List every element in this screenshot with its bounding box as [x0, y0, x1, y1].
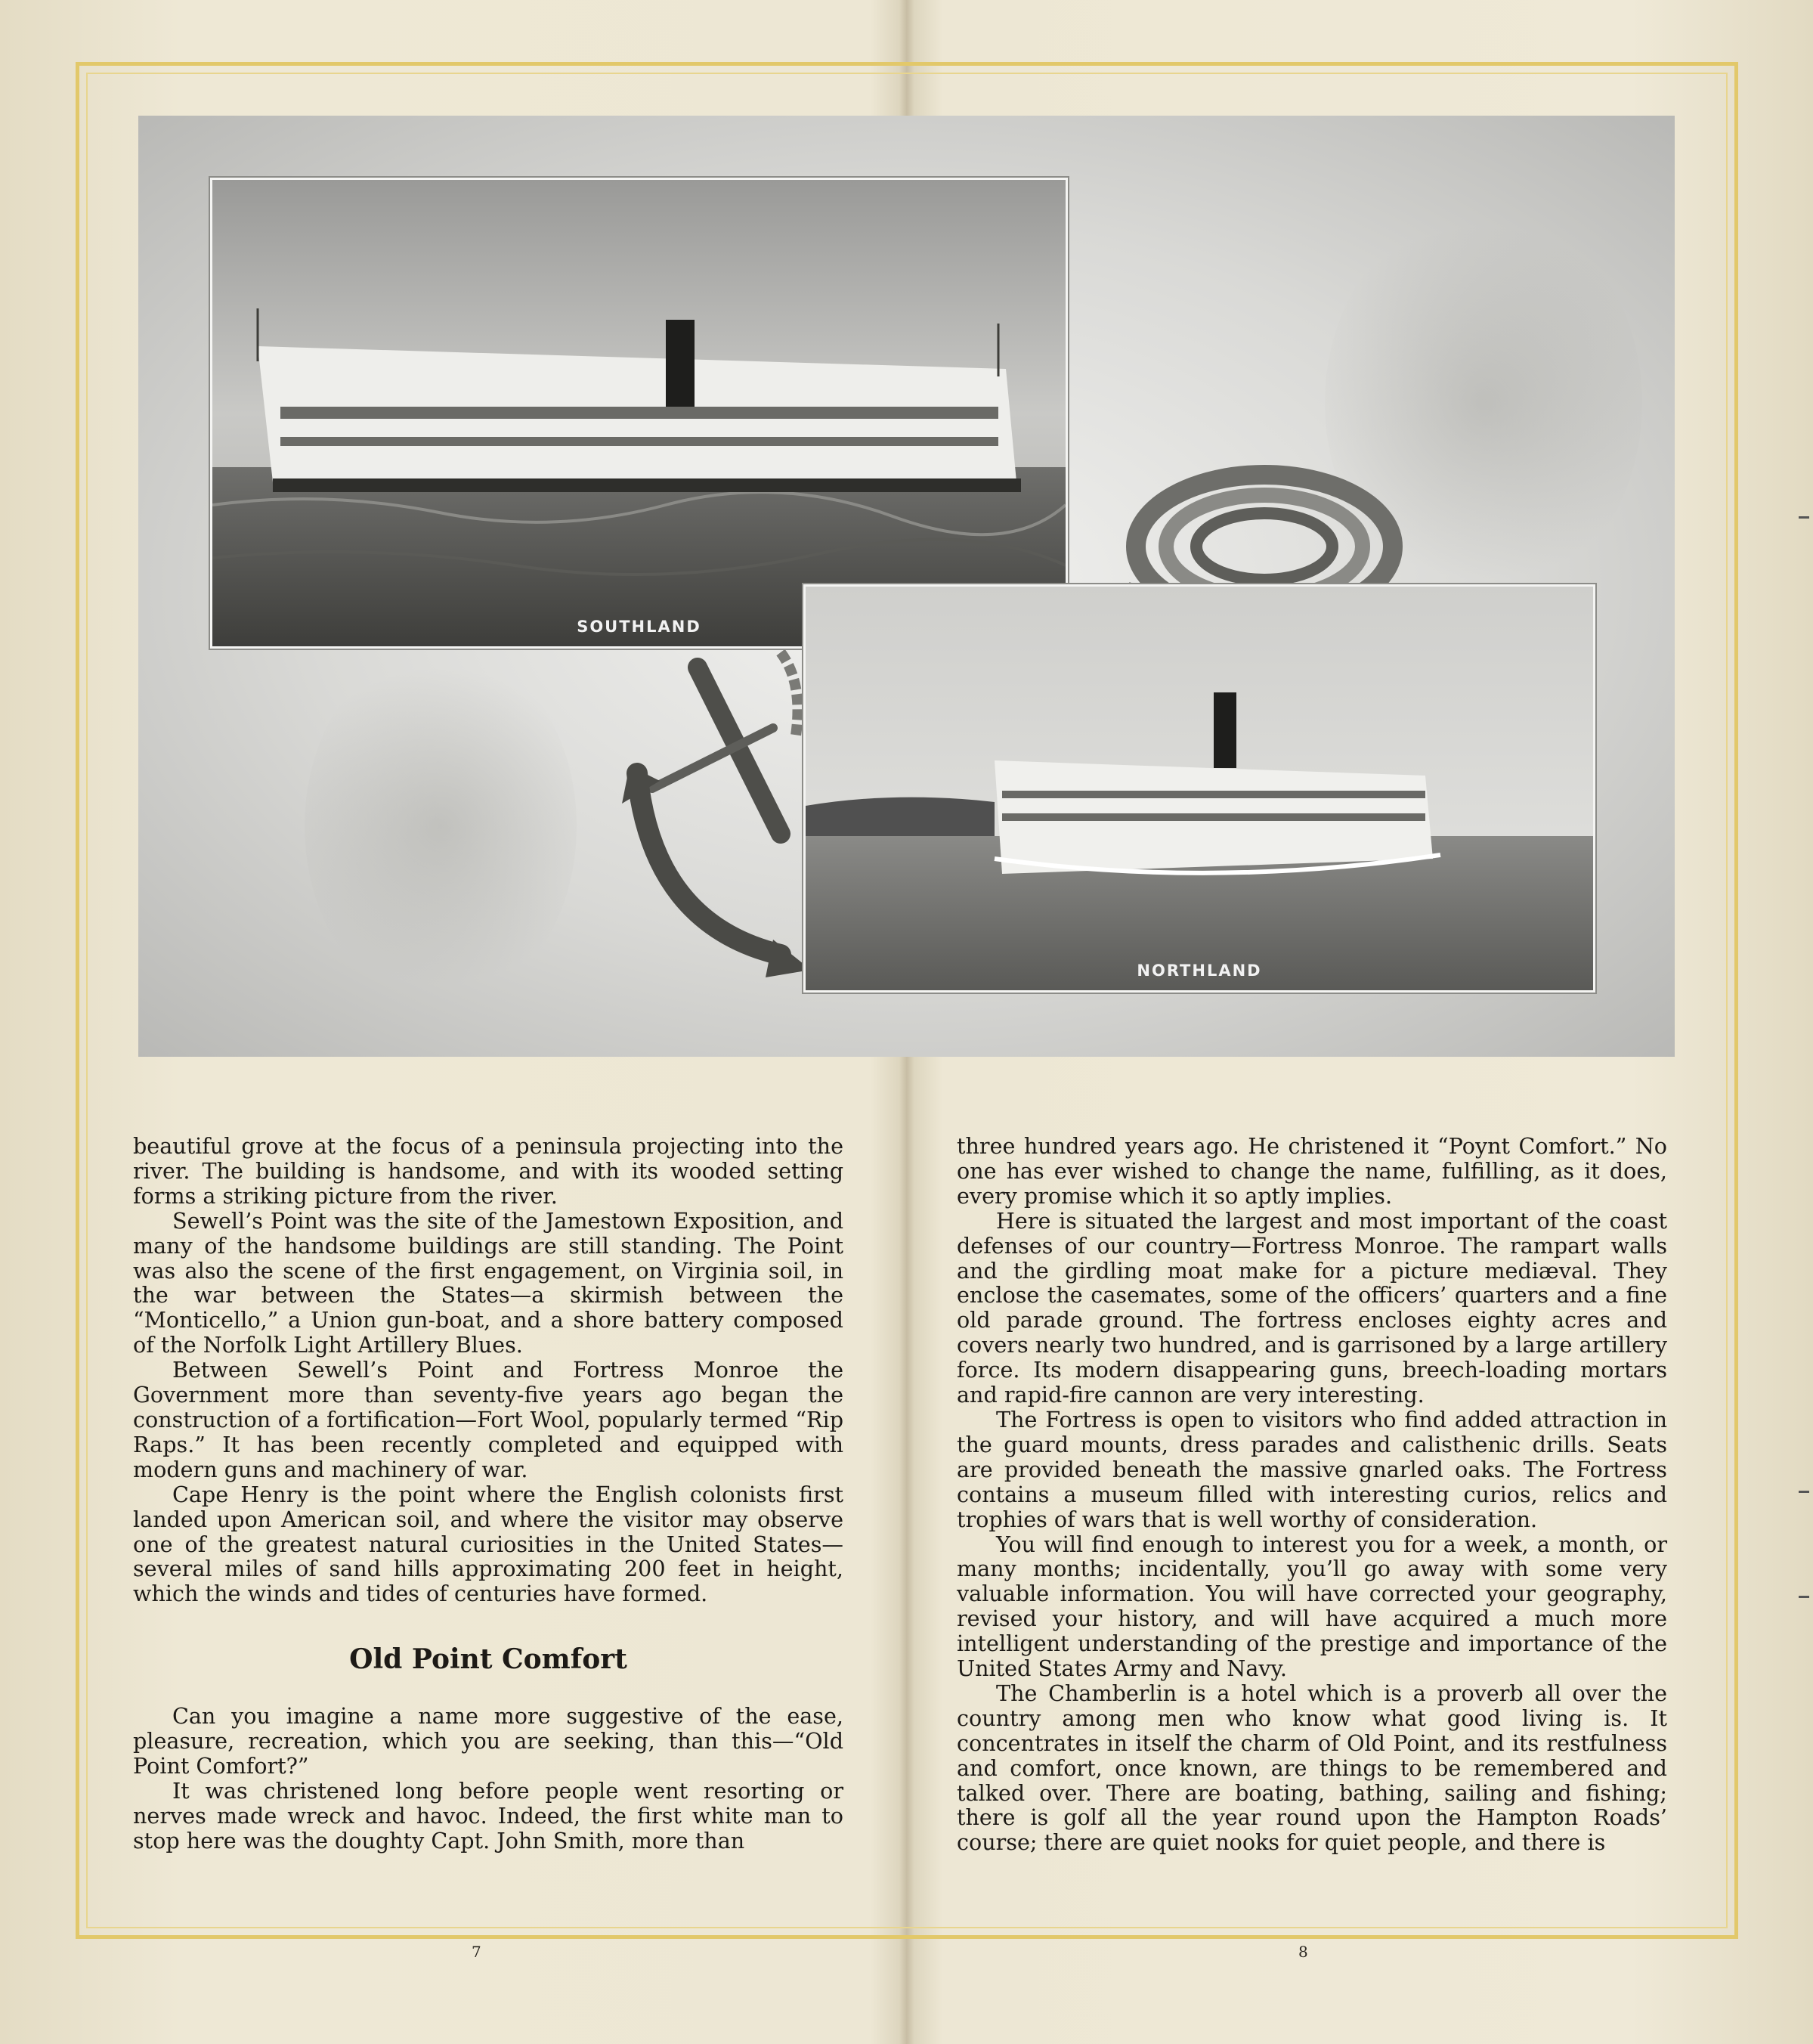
paragraph: beautiful grove at the focus of a peninsula projecting into the river. The building is handsome, and with its wooded setting forms a striking picture from the river. — [133, 1133, 843, 1209]
paragraph: Sewell’s Point was the site of the Jamestown Exposition, and many of the handsome buildings are still standing. The Point was also the scene of the first engagement, on Virginia soil, in the war between the States—a skirmish between the “Monticello,” a Union gun-boat, and a shore battery composed of the Norfolk Light Artillery Blues. — [133, 1207, 843, 1358]
paragraph: Cape Henry is the point where the English colonists first landed upon American soil, and where the visitor may observe one of the greatest natural curiosities in the United States—several miles of sand hills approximating 200 feet in height, which the winds and tides of centuries have formed. — [133, 1481, 843, 1607]
seaweed-ornament — [305, 645, 577, 1008]
northland-photo — [803, 584, 1595, 993]
northland-steamship-image — [806, 587, 1593, 990]
page-number-right: 8 — [1298, 1943, 1308, 1961]
right-page-text — [957, 1134, 1667, 1855]
paragraph: It was christened long before people went resorting or nerves made wreck and havoc. Indeed, the first white man to stop here was the doughty Capt. John Smith, more than — [133, 1777, 843, 1854]
southland-caption: SOUTHLAND — [577, 618, 701, 636]
section-heading: Old Point Comfort — [349, 1643, 627, 1676]
paragraph: You will find enough to interest you for a week, a month, or many months; incidentally, you’ll go away with some very valuable information. You will have corrected your geography, revised your history, and will have acquired a much more intelligent understanding of the prestige and importance of the United States Army and Navy. — [957, 1531, 1667, 1682]
binding-mark — [1799, 516, 1809, 519]
page-number-left: 7 — [472, 1943, 481, 1961]
paragraph: The Fortress is open to visitors who find added attraction in the guard mounts, dress parades and calisthenic drills. Seats are provided beneath the massive gnarled oaks. The Fortress contains a museum filled with interesting curios, relics and trophies of wars that is well worthy of consideration. — [957, 1406, 1667, 1532]
paragraph: Here is situated the largest and most important of the coast defenses of our country—Fortress Monroe. The rampart walls and the girdling moat make for a picture mediæval. They enclose the casemates, some of the officers’ quarters and a fine old parade ground. The fortress encloses eighty acres and covers nearly two hundred, and is garrisoned by a large artillery force. Its modern disappearing guns, breech-loading mortars and rapid-fire cannon are very interesting. — [957, 1207, 1667, 1408]
paragraph: Between Sewell’s Point and Fortress Monroe the Government more than seventy-five years ago began the construction of a fortification—Fort Wool, popularly termed “Rip Raps.” It has been recently completed and equipped with modern guns and machinery of war. — [133, 1357, 843, 1482]
binding-mark — [1799, 1596, 1809, 1598]
southland-photo — [210, 178, 1068, 649]
left-page-text — [133, 1134, 843, 1854]
paragraph: three hundred years ago. He christened it “Poynt Comfort.” No one has ever wished to change the name, fulfilling, as it does, every promise which it so aptly implies. — [957, 1133, 1667, 1209]
northland-caption: NORTHLAND — [1137, 962, 1262, 980]
paragraph: The Chamberlin is a hotel which is a proverb all over the country among men who know what good living is. It concentrates in itself the charm of Old Point, and its restfulness and comfort, once known, are things to be remembered and talked over. There are boating, bathing, sailing and fishing; there is golf all the year round upon the Hampton Roads’ course; there are quiet nooks for quiet people, and there is — [957, 1680, 1667, 1856]
southland-steamship-image — [212, 180, 1066, 646]
paragraph: Can you imagine a name more suggestive of the ease, pleasure, recreation, which you are seeking, than this—“Old Point Comfort?” — [133, 1703, 843, 1779]
binding-mark — [1799, 1491, 1809, 1493]
steamship-photo-panel — [138, 116, 1675, 1057]
